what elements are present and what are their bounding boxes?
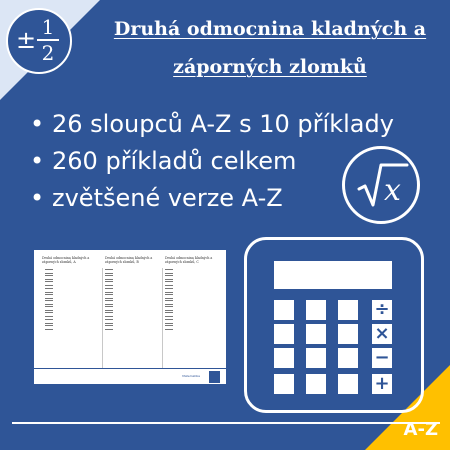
- corner-label: A-Z: [403, 419, 438, 440]
- fraction-glyph: [165, 306, 173, 311]
- plus-key: +: [372, 374, 392, 394]
- feature-item: [30, 143, 394, 180]
- fraction-glyph: [105, 306, 113, 311]
- fraction-glyph: [165, 294, 173, 299]
- worksheet-rows: [102, 268, 160, 330]
- fraction-glyph: [45, 325, 53, 330]
- fraction-glyph: [165, 312, 173, 317]
- feature-item: [30, 106, 394, 143]
- calculator-key: [274, 348, 294, 368]
- worksheet-column: [162, 256, 220, 330]
- calculator-key: [274, 300, 294, 320]
- worksheet-column: [42, 256, 100, 330]
- page-title: [90, 10, 450, 86]
- column-divider: [102, 268, 103, 368]
- fraction-glyph: [105, 269, 113, 274]
- worksheet-footer-label: Matematika: [182, 374, 200, 378]
- bullet-dot: •: [30, 110, 45, 138]
- fraction-glyph: [45, 306, 53, 311]
- fraction-glyph: [45, 294, 53, 299]
- plus-minus-fraction-icon: [6, 8, 72, 74]
- fraction-glyph: [45, 281, 53, 286]
- worksheet-column-heading: Druhá odmocnina kladných a záporných zlomků, A: [42, 256, 90, 265]
- fraction-glyph: [45, 269, 53, 274]
- divide-key: ÷: [372, 300, 392, 320]
- calculator-key: [338, 300, 358, 320]
- calculator-key: [306, 300, 326, 320]
- mini-calculator-icon: [209, 371, 220, 383]
- fraction-glyph: [165, 288, 173, 293]
- fraction-glyph: [105, 325, 113, 330]
- multiply-key: ×: [372, 324, 392, 344]
- fraction-glyph: [105, 294, 113, 299]
- square-root-symbol: [345, 149, 417, 221]
- title-line-2: záporných zlomků: [173, 56, 367, 78]
- calculator-key: [306, 348, 326, 368]
- calculator-key: [338, 324, 358, 344]
- calculator-key: [306, 324, 326, 344]
- worksheet-footer: [34, 368, 226, 384]
- worksheet-column-heading: Druhá odmocnina kladných a záporných zlomků, C: [165, 256, 213, 265]
- fraction-glyph: [105, 275, 113, 280]
- worksheet-rows: [42, 268, 100, 330]
- minus-key: −: [372, 348, 392, 368]
- feature-item: [30, 180, 394, 217]
- calculator-key: [338, 374, 358, 394]
- calculator-key: [274, 324, 294, 344]
- fraction-glyph: [45, 300, 53, 305]
- fraction-glyph: [165, 325, 173, 330]
- worksheet-problem-row: [45, 324, 100, 330]
- worksheet-preview: [34, 250, 226, 384]
- worksheet-problem-row: [165, 324, 220, 330]
- fraction-glyph: [165, 275, 173, 280]
- worksheet-column-heading: Druhá odmocnina kladných a záporných zlomků, B: [105, 256, 153, 265]
- fraction-glyph: [45, 319, 53, 324]
- worksheet-column: [102, 256, 160, 330]
- fraction-glyph: [45, 288, 53, 293]
- feature-text: 260 příkladů celkem: [52, 147, 297, 175]
- title-line-1: Druhá odmocnina kladných a: [113, 18, 427, 40]
- fraction-numerator: 1: [41, 15, 55, 39]
- fraction-glyph: [105, 319, 113, 324]
- square-root-x-icon: [342, 146, 420, 224]
- plus-minus-sign: ±: [16, 26, 37, 54]
- feature-list: [30, 106, 394, 217]
- worksheet-rows: [162, 268, 220, 330]
- fraction-glyph: [165, 300, 173, 305]
- calculator-key: [274, 374, 294, 394]
- fraction-glyph: [165, 281, 173, 286]
- calculator-icon: [244, 237, 424, 413]
- bullet-dot: •: [30, 184, 45, 212]
- calculator-key: [338, 348, 358, 368]
- fraction-glyph: [105, 288, 113, 293]
- sqrt-variable: x: [384, 173, 401, 208]
- bullet-dot: •: [30, 147, 45, 175]
- calculator-key: [306, 374, 326, 394]
- feature-text: 26 sloupců A-Z s 10 příklady: [52, 110, 394, 138]
- fraction-glyph: [105, 281, 113, 286]
- fraction-glyph: [105, 300, 113, 305]
- fraction-glyph: [165, 269, 173, 274]
- calculator-screen: [274, 261, 392, 289]
- column-divider: [162, 268, 163, 368]
- fraction-glyph: [45, 275, 53, 280]
- worksheet-problem-row: [105, 324, 160, 330]
- bottom-divider: [12, 422, 440, 424]
- fraction-denominator: 2: [41, 41, 55, 65]
- fraction: [37, 16, 59, 64]
- fraction-glyph: [45, 312, 53, 317]
- fraction-glyph: [165, 319, 173, 324]
- feature-text: zvětšené verze A-Z: [52, 184, 283, 212]
- fraction-glyph: [105, 312, 113, 317]
